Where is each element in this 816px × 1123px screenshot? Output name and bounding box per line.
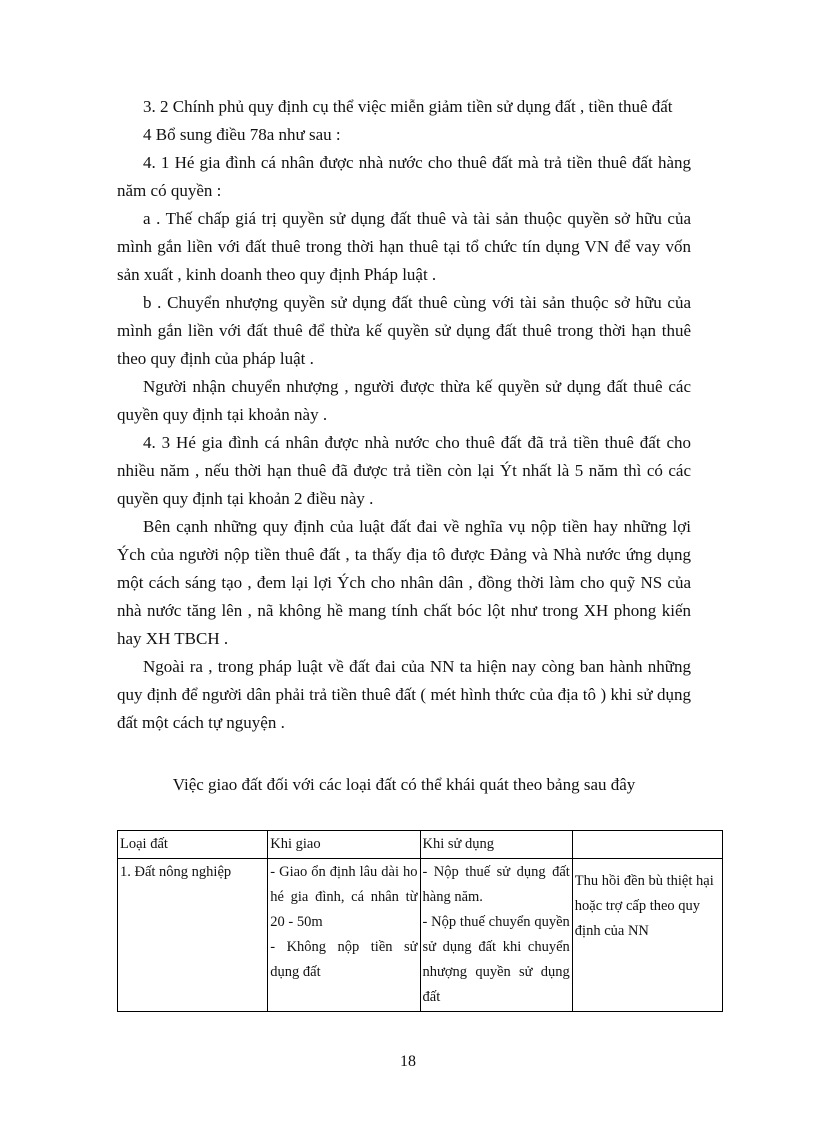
header-usage: Khi sử dụng (420, 831, 572, 859)
paragraph: Người nhận chuyển nhượng , người được thừa kế quyền sử dụng đất thuê các quyền quy định tại khoản này . (117, 377, 691, 424)
paragraph: Ngoài ra , trong pháp luật về đất đai của NN ta hiện nay còng ban hành những quy định để người dân phải trả tiền thuê đất ( mét hình thức của địa tô ) khi sử dụng đất một cách tự nguyện . (117, 657, 691, 732)
body-text (117, 93, 691, 737)
table-header-row (118, 831, 723, 859)
cell-land-type: 1. Đất nông nghiệp (118, 859, 268, 1012)
paragraph: 4. 3 Hé gia đình cá nhân được nhà nước cho thuê đất đã trả tiền thuê đất cho nhiều năm , nếu thời hạn thuê đã được trả tiền còn lại Ýt nhất là 5 năm thì có các quyền quy định tại khoản 2 điều này . (117, 433, 691, 508)
header-note (572, 831, 722, 859)
paragraph: 3. 2 Chính phủ quy định cụ thể việc miễn giảm tiền sử dụng đất , tiền thuê đất (143, 97, 673, 116)
table-row (118, 859, 723, 1012)
paragraph: Bên cạnh những quy định của luật đất đai về nghĩa vụ nộp tiền hay những lợi Ých của người nộp tiền thuê đất , ta thấy địa tô được Đảng và Nhà nước ứng dụng một cách sáng tạo , đem lại lợi Ých cho nhân dân , đồng thời làm cho quỹ NS của nhà nước tăng lên , nã không hề mang tính chất bóc lột như trong XH phong kiến hay XH TBCH . (117, 517, 691, 648)
usage-line: - Nộp thuế sử dụng đất hàng năm. (422, 864, 570, 905)
paragraph: a . Thế chấp giá trị quyền sử dụng đất thuê và tài sản thuộc quyền sở hữu của mình gắn liền với đất thuê trong thời hạn thuê tại tổ chức tín dụng VN để vay vốn sản xuất , kinh doanh theo quy định Pháp luật . (117, 209, 691, 284)
cell-note: Thu hồi đền bù thiệt hại hoặc trợ cấp theo quy định của NN (572, 859, 722, 1012)
table-caption: Việc giao đất đối với các loại đất có thể khái quát theo bảng sau đây (172, 775, 636, 794)
paragraph: b . Chuyển nhượng quyền sử dụng đất thuê cùng với tài sản thuộc sở hữu của mình gắn liền với đất thuê để thừa kế quyền sử dụng đất thuê trong thời hạn thuê theo quy định của pháp luật . (117, 293, 691, 368)
cell-allocation (268, 859, 420, 1012)
allocation-line: - Không nộp tiền sử dụng đất (270, 939, 418, 980)
header-land-type: Loại đất (118, 831, 268, 859)
header-allocation: Khi giao (268, 831, 420, 859)
page-number: 18 (400, 1053, 416, 1070)
allocation-line: - Giao ổn định lâu dài ho hé gia đình, cá nhân từ 20 - 50m (270, 864, 418, 930)
usage-line: - Nộp thuế chuyển quyền sử dụng đất khi chuyển nhượng quyền sử dụng đất (422, 914, 570, 1005)
land-allocation-table (117, 830, 723, 1012)
paragraph: 4. 1 Hé gia đình cá nhân được nhà nước cho thuê đất mà trả tiền thuê đất hàng năm có quyền : (117, 153, 691, 200)
cell-usage (420, 859, 572, 1012)
paragraph: 4 Bổ sung điều 78a như sau : (143, 125, 341, 144)
